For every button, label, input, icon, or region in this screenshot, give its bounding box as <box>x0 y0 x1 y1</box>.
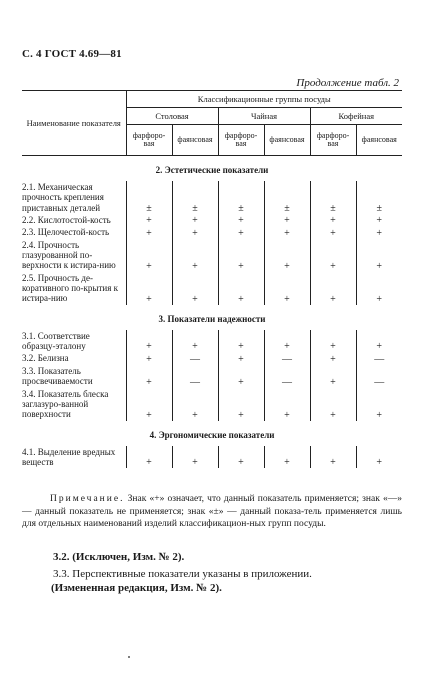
value-cell: + <box>264 214 310 226</box>
value-cell: + <box>126 214 172 226</box>
value-cell: + <box>126 239 172 272</box>
paragraph-3-2: 3.2. (Исключен, Изм. № 2). <box>53 551 185 563</box>
indicator-name: 3.1. Соответствие образцу-эталону <box>22 330 90 352</box>
value-cell: — <box>172 352 218 364</box>
value-cell: — <box>264 352 310 364</box>
table-row <box>22 226 402 238</box>
value-cell: + <box>356 226 402 238</box>
paragraph-3-3 <box>53 567 403 596</box>
value-cell: + <box>310 330 356 353</box>
value-cell: + <box>218 214 264 226</box>
value-cell: + <box>264 239 310 272</box>
section-title: 2. Эстетические показатели <box>155 165 269 175</box>
group-header-stolovaya: Столовая <box>126 108 218 125</box>
value-cell: + <box>356 446 402 469</box>
value-cell: + <box>172 330 218 353</box>
value-cell: ± <box>356 181 402 214</box>
paragraph-3-3-text: 3.3. Перспективные показатели указаны в приложении. <box>53 568 312 580</box>
indicator-name: 3.2. Белизна <box>22 353 69 364</box>
value-cell: + <box>126 226 172 238</box>
indicator-name: 4.1. Выделение вредных веществ <box>22 446 116 467</box>
subcol-header: фаянсовая <box>264 125 310 156</box>
value-cell: + <box>310 226 356 238</box>
value-cell: + <box>218 446 264 469</box>
value-cell: + <box>264 330 310 353</box>
subcol-header: фаянсовая <box>172 125 218 156</box>
subcol-header: фарфоро-вая <box>310 125 356 156</box>
indicator-name: 2.4. Прочность глазурованной по-верхности к истира-нию <box>22 239 116 271</box>
value-cell: + <box>126 446 172 469</box>
value-cell: + <box>310 446 356 469</box>
value-cell: + <box>310 214 356 226</box>
table-body <box>22 156 402 469</box>
indicator-name: 2.2. Кислотостой-кость <box>22 215 111 226</box>
value-cell: + <box>310 365 356 388</box>
subcol-header: фарфоро-вая <box>218 125 264 156</box>
table-row <box>22 214 402 226</box>
table-row <box>22 181 402 214</box>
value-cell: — <box>172 365 218 388</box>
value-cell: + <box>218 365 264 388</box>
section-row <box>22 421 402 446</box>
section-title: 4. Эргономические показатели <box>149 429 275 440</box>
indicator-name: 2.3. Щелочестой-кость <box>22 227 110 238</box>
value-cell: + <box>218 330 264 353</box>
value-cell: + <box>264 272 310 305</box>
value-cell: + <box>218 352 264 364</box>
value-cell: + <box>126 388 172 421</box>
value-cell: + <box>172 239 218 272</box>
value-cell: + <box>310 239 356 272</box>
table-continuation-label: Продолжение табл. 2 <box>296 77 399 89</box>
group-header-chainaya: Чайная <box>218 108 310 125</box>
value-cell: + <box>218 272 264 305</box>
group-header-kofeinaya: Кофейная <box>310 108 402 125</box>
value-cell: + <box>126 330 172 353</box>
value-cell: ± <box>264 181 310 214</box>
table-row <box>22 446 402 469</box>
value-cell: + <box>218 239 264 272</box>
table-note <box>22 493 402 531</box>
indicators-table <box>22 90 402 468</box>
value-cell: + <box>218 388 264 421</box>
subcol-header: фарфоро-вая <box>126 125 172 156</box>
indicator-name: 2.5. Прочность де-коративного по-крытия к истира-нию <box>22 272 118 304</box>
value-cell: + <box>126 352 172 364</box>
value-cell: — <box>264 365 310 388</box>
value-cell: ± <box>126 181 172 214</box>
value-cell: + <box>264 446 310 469</box>
subcol-header: фаянсовая <box>356 125 402 156</box>
table-row <box>22 388 402 421</box>
value-cell: + <box>310 272 356 305</box>
table-row <box>22 365 402 388</box>
indicator-column-header: Наименование показателя <box>22 91 126 156</box>
indicators-table-container <box>22 90 402 468</box>
note-text: Знак «+» означает, что данный показатель применяется; знак «—» — данный показатель не применяется; знак «±» — данный показа-тель применяется лишь для отдельных наименований изделий классификацион-ных групп посуды. <box>22 494 402 530</box>
speck-mark <box>128 656 130 658</box>
value-cell: + <box>356 239 402 272</box>
value-cell: + <box>356 214 402 226</box>
value-cell: ± <box>310 181 356 214</box>
paragraph-3-3-edition: (Измененная редакция, Изм. № 2). <box>51 582 222 595</box>
value-cell: — <box>356 365 402 388</box>
table-row <box>22 272 402 305</box>
table-row <box>22 239 402 272</box>
value-cell: + <box>172 226 218 238</box>
value-cell: — <box>356 352 402 364</box>
section-row <box>22 305 402 330</box>
value-cell: + <box>356 388 402 421</box>
value-cell: + <box>356 272 402 305</box>
value-cell: + <box>310 352 356 364</box>
note-label: Примечание. <box>50 494 125 504</box>
page-header: С. 4 ГОСТ 4.69—81 <box>22 48 122 60</box>
value-cell: + <box>172 388 218 421</box>
groups-column-header: Классификационные группы посуды <box>126 91 402 108</box>
table-row <box>22 352 402 364</box>
value-cell: + <box>126 365 172 388</box>
value-cell: ± <box>172 181 218 214</box>
table-row <box>22 330 402 353</box>
section-row <box>22 156 402 182</box>
section-title: 3. Показатели надежности <box>158 313 266 324</box>
indicator-name: 3.4. Показатель блеска заглазуро-ванной поверхности <box>22 388 109 420</box>
value-cell: + <box>264 226 310 238</box>
value-cell: + <box>310 388 356 421</box>
indicator-name: 2.1. Механическая прочность крепления приставных деталей <box>22 182 104 213</box>
value-cell: + <box>172 272 218 305</box>
indicator-name: 3.3. Показатель просвечиваемости <box>22 365 93 387</box>
value-cell: + <box>126 272 172 305</box>
value-cell: + <box>356 330 402 353</box>
value-cell: + <box>172 446 218 469</box>
value-cell: + <box>172 214 218 226</box>
value-cell: + <box>264 388 310 421</box>
value-cell: ± <box>218 181 264 214</box>
value-cell: + <box>218 226 264 238</box>
